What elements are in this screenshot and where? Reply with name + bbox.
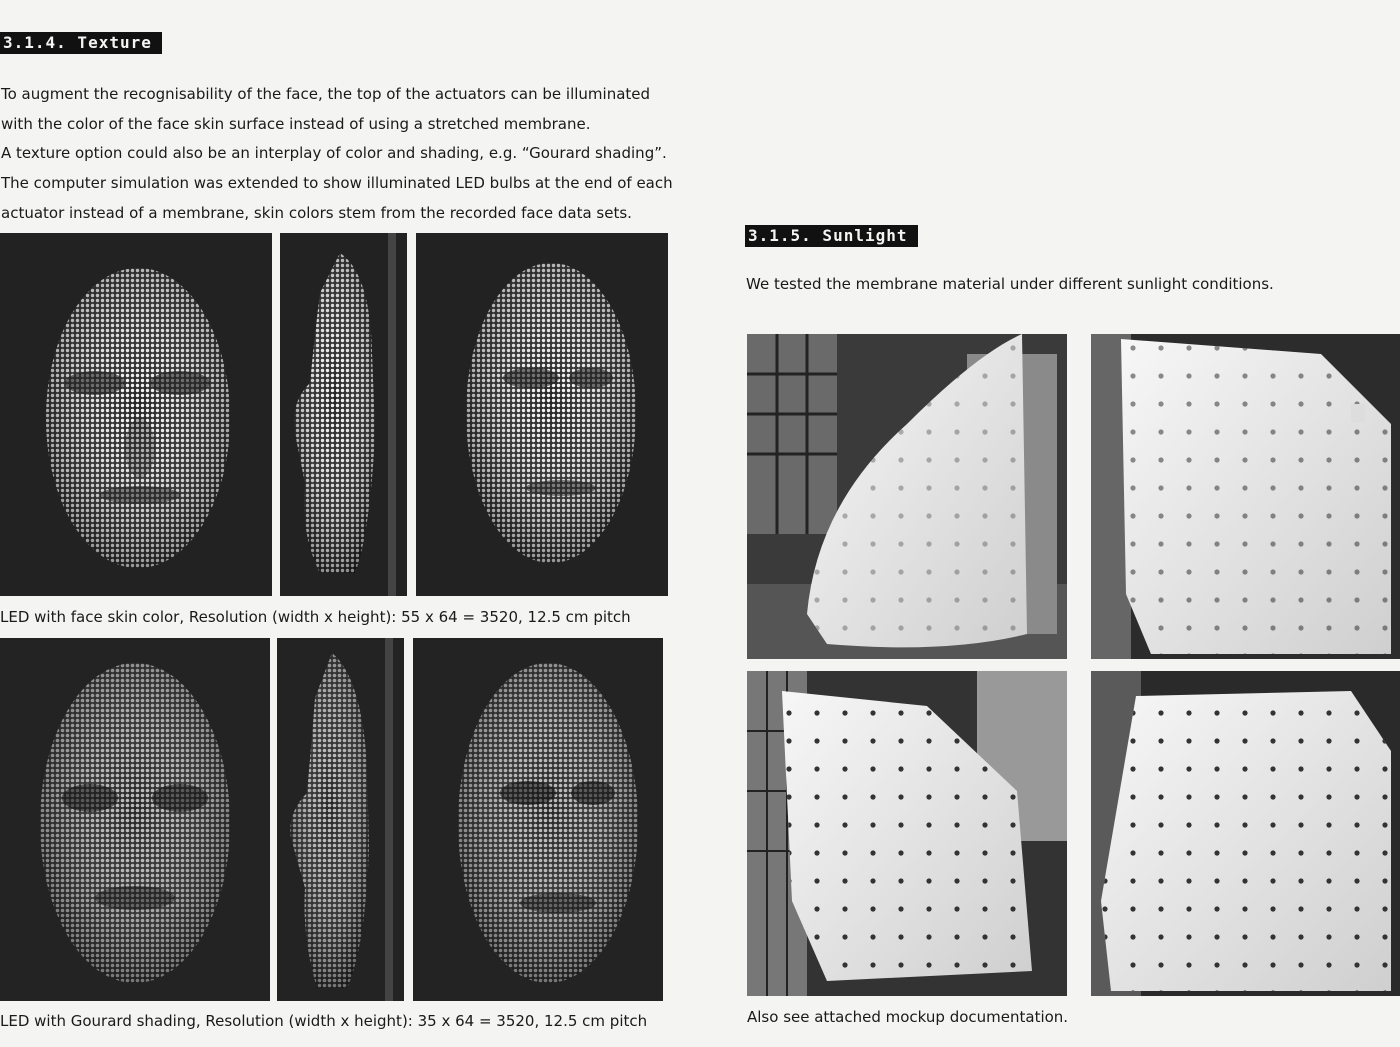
section-heading-sunlight: 3.1.5. Sunlight [745,225,918,247]
led-face-skin-front-image [0,233,272,596]
led-face-skin-three-quarter-image [416,233,668,596]
paragraph-line: To augment the recognisability of the face, the top of the actuators can be illuminated [1,85,651,103]
section-heading-texture: 3.1.4. Texture [0,32,162,54]
led-face-skin-profile-image [280,233,407,596]
paragraph-line: The computer simulation was extended to show illuminated LED bulbs at the end of each [1,174,673,193]
paragraph-line: with the color of the face skin surface instead of using a stretched membrane. [1,114,591,133]
led-gourard-profile-image [277,638,404,1001]
led-gourard-three-quarter-image [413,638,663,1001]
sunlight-mockup-photo-1 [747,334,1067,659]
paragraph-line: actuator instead of a membrane, skin colors stem from the recorded face data sets. [1,203,632,222]
caption-led-face-skin: LED with face skin color, Resolution (width x height): 55 x 64 = 3520, 12.5 cm pitch [0,608,631,626]
sunlight-paragraph: We tested the membrane material under different sunlight conditions. [746,275,1274,293]
led-gourard-front-image [0,638,270,1001]
caption-led-gourard: LED with Gourard shading, Resolution (width x height): 35 x 64 = 3520, 12.5 cm pitch [0,1012,648,1030]
paragraph-line: A texture option could also be an interplay of color and shading, e.g. “Gourard shading”. [1,144,667,163]
sunlight-mockup-photo-4 [1091,671,1400,996]
sunlight-mockup-photo-3 [747,671,1067,996]
texture-paragraph [1,80,691,229]
sunlight-caption: Also see attached mockup documentation. [747,1008,1069,1026]
sunlight-mockup-photo-2 [1091,334,1400,659]
